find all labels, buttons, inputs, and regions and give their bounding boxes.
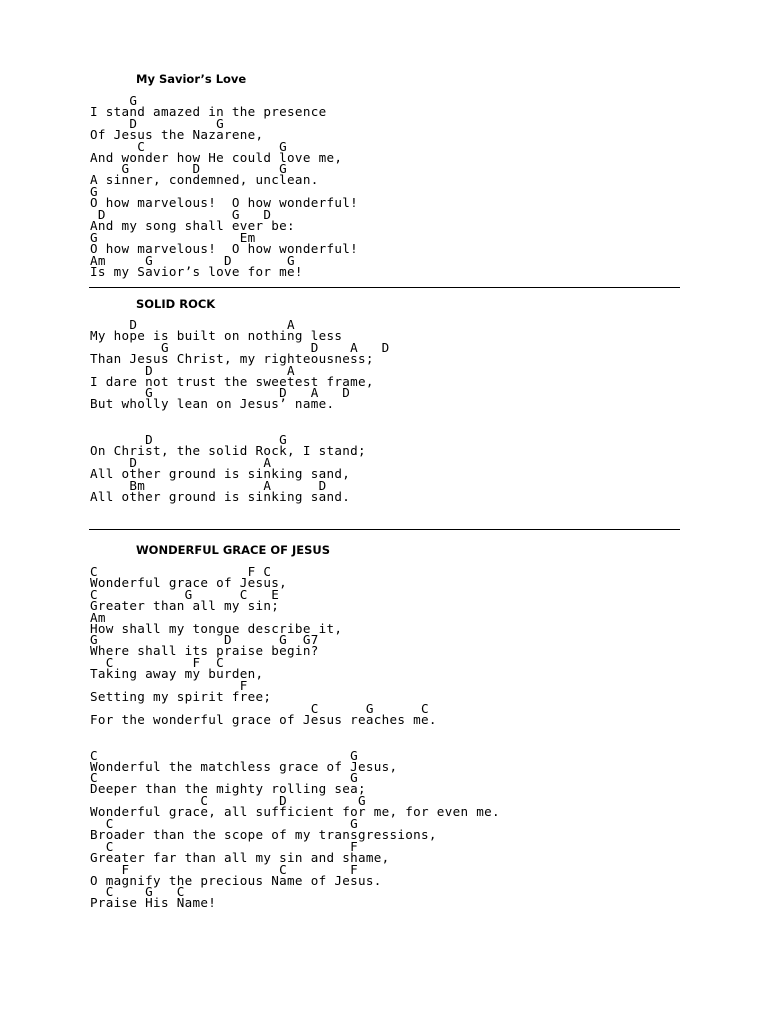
chord-line: Am G D G bbox=[90, 252, 295, 268]
lyric-line: And wonder how He could love me, bbox=[90, 149, 343, 165]
song-title: SOLID ROCK bbox=[136, 297, 216, 311]
lyric-line: For the wonderful grace of Jesus reaches me. bbox=[90, 711, 437, 727]
lyric-line: Setting my spirit free; bbox=[90, 688, 272, 704]
chord-line: Bm A D bbox=[90, 477, 327, 493]
lyric-line: A sinner, condemned, unclean. bbox=[90, 172, 319, 188]
chord-line: G D G G7 bbox=[90, 632, 319, 648]
chord-line: G D G bbox=[90, 161, 288, 177]
chord-line: C G C E bbox=[90, 586, 280, 602]
section-divider bbox=[89, 529, 680, 530]
lyric-line: Greater far than all my sin and shame, bbox=[90, 849, 390, 865]
lyric-line: But wholly lean on Jesus’ name. bbox=[90, 396, 335, 412]
chord-line: F C F bbox=[90, 861, 358, 877]
chord-line: D G bbox=[90, 115, 224, 131]
chord-line: D A bbox=[90, 362, 295, 378]
song-lines bbox=[90, 93, 358, 279]
lyric-line: Where shall its praise begin? bbox=[90, 643, 319, 659]
chord-line: G Em bbox=[90, 229, 256, 245]
lyric-line: Wonderful grace, all sufficient for me, for even me. bbox=[90, 804, 500, 820]
lyric-line: Taking away my burden, bbox=[90, 666, 264, 682]
song-lines bbox=[90, 564, 500, 911]
lyric-line: Wonderful the matchless grace of Jesus, bbox=[90, 758, 398, 774]
lyric-line: I dare not trust the sweetest frame, bbox=[90, 373, 374, 389]
lyric-line: My hope is built on nothing less bbox=[90, 328, 343, 343]
chord-line: C G bbox=[90, 815, 358, 831]
chord-line: C G bbox=[90, 138, 288, 154]
lyric-line: On Christ, the solid Rock, I stand; bbox=[90, 443, 366, 459]
chord-line: G D A D bbox=[90, 339, 390, 355]
chord-line: C G C bbox=[90, 700, 429, 716]
lyric-line: Of Jesus the Nazarene, bbox=[90, 126, 264, 142]
lyric-line: And my song shall ever be: bbox=[90, 217, 295, 233]
lyric-line: Wonderful grace of Jesus, bbox=[90, 575, 288, 590]
lyric-line: Deeper than the mighty rolling sea; bbox=[90, 781, 366, 797]
lyric-line: O magnify the precious Name of Jesus. bbox=[90, 872, 382, 888]
chord-line: D A bbox=[90, 454, 272, 470]
chord-line: F bbox=[90, 677, 248, 693]
chord-line: G bbox=[90, 184, 98, 200]
song-lines bbox=[90, 317, 390, 504]
song-title: My Savior’s Love bbox=[136, 72, 247, 86]
lyric-line: Than Jesus Christ, my righteousness; bbox=[90, 350, 374, 366]
lyric-line: Is my Savior’s love for me! bbox=[90, 263, 303, 279]
lyric-line: Greater than all my sin; bbox=[90, 597, 280, 613]
chord-line: C G bbox=[90, 747, 358, 763]
lyric-line: Broader than the scope of my transgressions, bbox=[90, 826, 437, 842]
chord-line: C G C bbox=[90, 884, 185, 900]
chord-line: G D A D bbox=[90, 385, 351, 401]
chord-line: C D G bbox=[90, 793, 366, 809]
lyric-line: O how marvelous! O how wonderful! bbox=[90, 195, 358, 211]
lyric-line: I stand amazed in the presence bbox=[90, 104, 327, 119]
chord-line: D A bbox=[90, 317, 295, 332]
stanza-break bbox=[90, 727, 500, 751]
lyric-line: All other ground is sinking sand. bbox=[90, 488, 351, 504]
song-title: WONDERFUL GRACE OF JESUS bbox=[136, 543, 331, 557]
chord-line: D G D bbox=[90, 206, 272, 222]
chord-line: C F C bbox=[90, 564, 272, 579]
chord-line: C F C bbox=[90, 655, 224, 671]
chord-line: Am bbox=[90, 609, 106, 625]
chord-line: C F bbox=[90, 838, 358, 854]
lyric-line: How shall my tongue describe it, bbox=[90, 620, 343, 636]
chord-line: D G bbox=[90, 432, 288, 448]
section-divider bbox=[89, 287, 680, 288]
chord-line: G bbox=[90, 93, 138, 108]
lyric-line: Praise His Name! bbox=[90, 895, 217, 911]
chord-line: C G bbox=[90, 770, 358, 786]
lyric-line: All other ground is sinking sand, bbox=[90, 465, 351, 481]
lyric-line: O how marvelous! O how wonderful! bbox=[90, 240, 358, 256]
